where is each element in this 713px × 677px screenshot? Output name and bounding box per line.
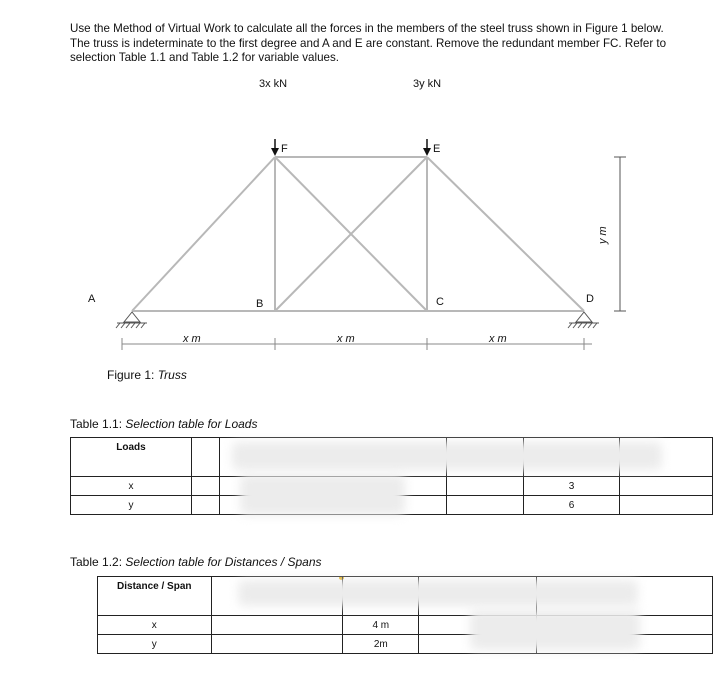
load-label-left: 3x kN [259,78,288,90]
table1-caption: Table 1.1: Selection table for Loads [70,417,258,431]
height-label: y m [597,226,609,244]
node-label-a: A [88,293,96,305]
row-label: y [98,635,212,654]
table2-caption: Table 1.2: Selection table for Distances / Spans [70,555,322,569]
row-value: 6 [524,496,620,515]
span-label-2: x m [337,333,355,345]
node-label-d: D [586,293,594,305]
support-a [116,312,147,328]
redaction-smudge [470,610,640,650]
support-d [568,312,599,328]
node-label-c: C [436,296,444,308]
problem-statement: Use the Method of Virtual Work to calculate all the forces in the members of the steel truss shown in Figure 1 below. The truss is indeterminate to the first degree and A and E are constant. Remove the redundant member FC. Refer to selection Table 1.1 and Table 1.2 for variable values. [70,22,667,64]
node-label-f: F [281,143,288,155]
redaction-smudge [240,475,405,515]
row-value: 2m [343,635,419,654]
redaction-smudge [232,442,662,470]
span-label-3: x m [489,333,507,345]
redaction-smudge [238,580,638,606]
table-header-cell: Loads [71,438,192,477]
load-label-right: 3y kN [413,78,442,90]
figure-caption: Figure 1: Truss [107,368,187,382]
node-label-b: B [256,298,264,310]
member-ed [427,157,584,311]
load-arrow-f [271,148,279,156]
height-dimension [614,157,626,311]
row-label: x [98,616,212,635]
node-label-e: E [433,143,441,155]
span-label-1: x m [183,333,201,345]
load-arrow-e [423,148,431,156]
row-value: 3 [524,477,620,496]
table-header-cell: Distance / Span [98,577,212,616]
row-label: x [71,477,192,496]
member-af [132,157,275,311]
row-label: y [71,496,192,515]
row-value: 4 m [343,616,419,635]
